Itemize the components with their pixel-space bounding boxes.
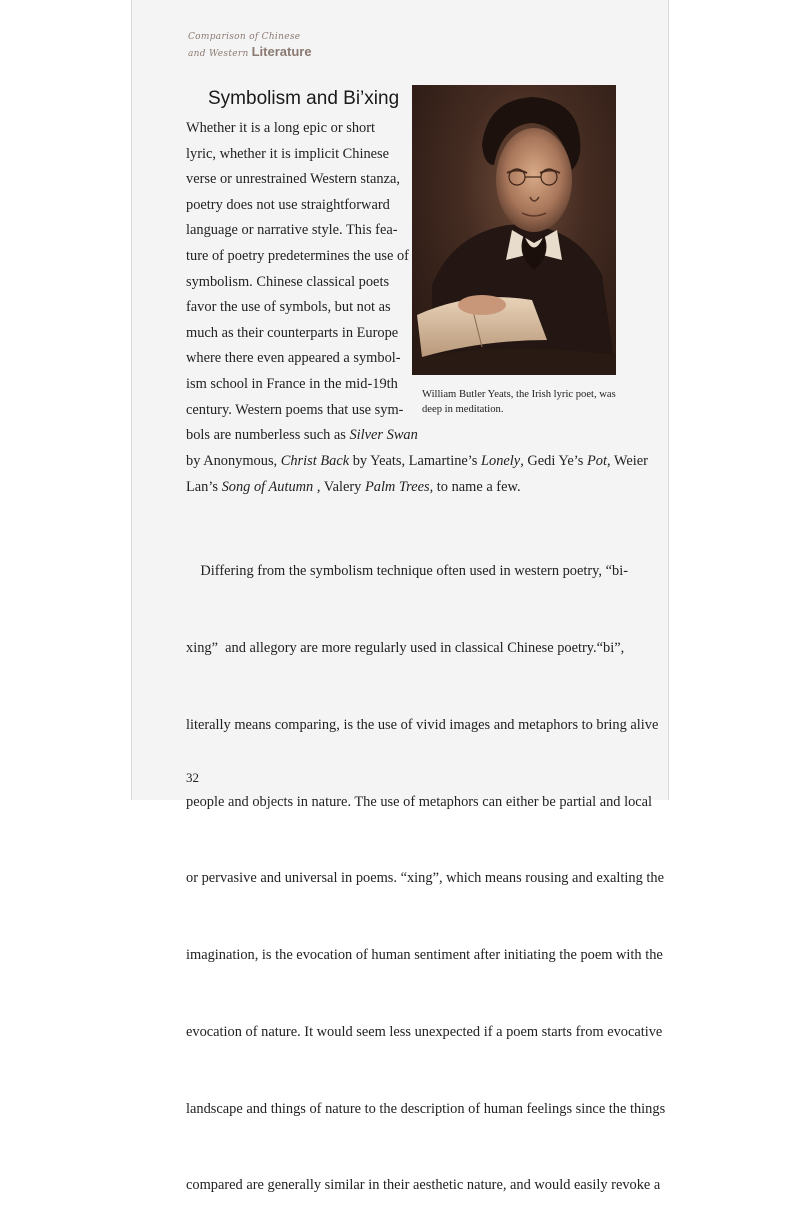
column-line: language or narrative style. This fea-: [186, 222, 398, 239]
line-14: [186, 449, 648, 475]
para2-line: xing” and allegory are more regularly used in classical Chinese poetry.“bi”,: [186, 639, 625, 656]
running-head-line2-small: and Western: [188, 49, 249, 59]
line13-title: Silver Swan: [349, 427, 418, 444]
line-15: [186, 475, 616, 501]
para2-line: imagination, is the evocation of human sentiment after initiating the poem with the: [186, 947, 663, 964]
paragraph-1-continuation: [186, 449, 648, 500]
column-line-13: [186, 423, 418, 449]
column-line: ture of poetry predetermines the use of: [186, 247, 409, 264]
section-title: Symbolism and Bi’xing: [208, 88, 400, 109]
text-run: , Gedi Ye’s: [520, 453, 587, 469]
poem-title: Lonely: [481, 453, 521, 469]
line13-prefix: bols are numberless such as: [186, 427, 350, 444]
column-line: verse or unrestrained Western stanza,: [186, 171, 400, 188]
page-number: 32: [186, 770, 199, 785]
text-run: by Anonymous,: [186, 453, 281, 469]
caption-line: William Butler Yeats, the Irish lyric poet, was: [422, 389, 616, 400]
text-run: , to name a few.: [429, 478, 521, 495]
text-run: , Weier: [606, 453, 648, 469]
text-run: by Yeats, Lamartine’s: [349, 453, 482, 469]
para2-line: or pervasive and universal in poems. “xing”, which means rousing and exalting the: [186, 870, 664, 887]
column-text: [186, 116, 418, 449]
text-run: Lan’s: [186, 478, 222, 495]
column-line: symbolism. Chinese classical poets: [186, 273, 390, 290]
column-line: poetry does not use straightforward: [186, 196, 390, 213]
running-head-line1: Comparison of Chinese: [188, 32, 301, 42]
column-line: much as their counterparts in Europe: [186, 324, 399, 341]
poem-title: Song of Autumn: [221, 478, 314, 495]
para2-line: landscape and things of nature to the description of human feelings since the things: [186, 1100, 666, 1117]
paragraph-2: [186, 508, 666, 1225]
para2-line: people and objects in nature. The use of metaphors can either be partial and local: [186, 793, 653, 810]
poem-title: Christ Back: [280, 453, 350, 469]
running-head: [188, 33, 312, 60]
para2-line: literally means comparing, is the use of vivid images and metaphors to bring alive: [186, 716, 659, 733]
column-line: ism school in France in the mid-19th: [186, 375, 398, 392]
poem-title: Palm Trees: [364, 478, 430, 495]
yeats-portrait-photo: [412, 85, 616, 375]
para2-line: compared are generally similar in their aesthetic nature, and would easily revoke a: [186, 1177, 661, 1194]
caption-line: deep in meditation.: [422, 404, 504, 415]
para2-line: Differing from the symbolism technique often used in western poetry, “bi-: [186, 563, 629, 580]
column-line: lyric, whether it is implicit Chinese: [186, 145, 390, 162]
column-line: Whether it is a long epic or short: [186, 120, 376, 136]
text-run: , Valery: [313, 478, 365, 495]
poem-title: Pot: [586, 453, 607, 469]
running-head-line2-big: Literature: [251, 44, 312, 59]
column-line: century. Western poems that use sym-: [186, 401, 404, 418]
column-line: where there even appeared a symbol-: [186, 350, 401, 367]
photo-caption: [422, 387, 622, 417]
column-line: favor the use of symbols, but not as: [186, 299, 391, 316]
portrait-illustration: [412, 85, 616, 375]
para2-line: evocation of nature. It would seem less unexpected if a poem starts from evocative: [186, 1023, 663, 1040]
